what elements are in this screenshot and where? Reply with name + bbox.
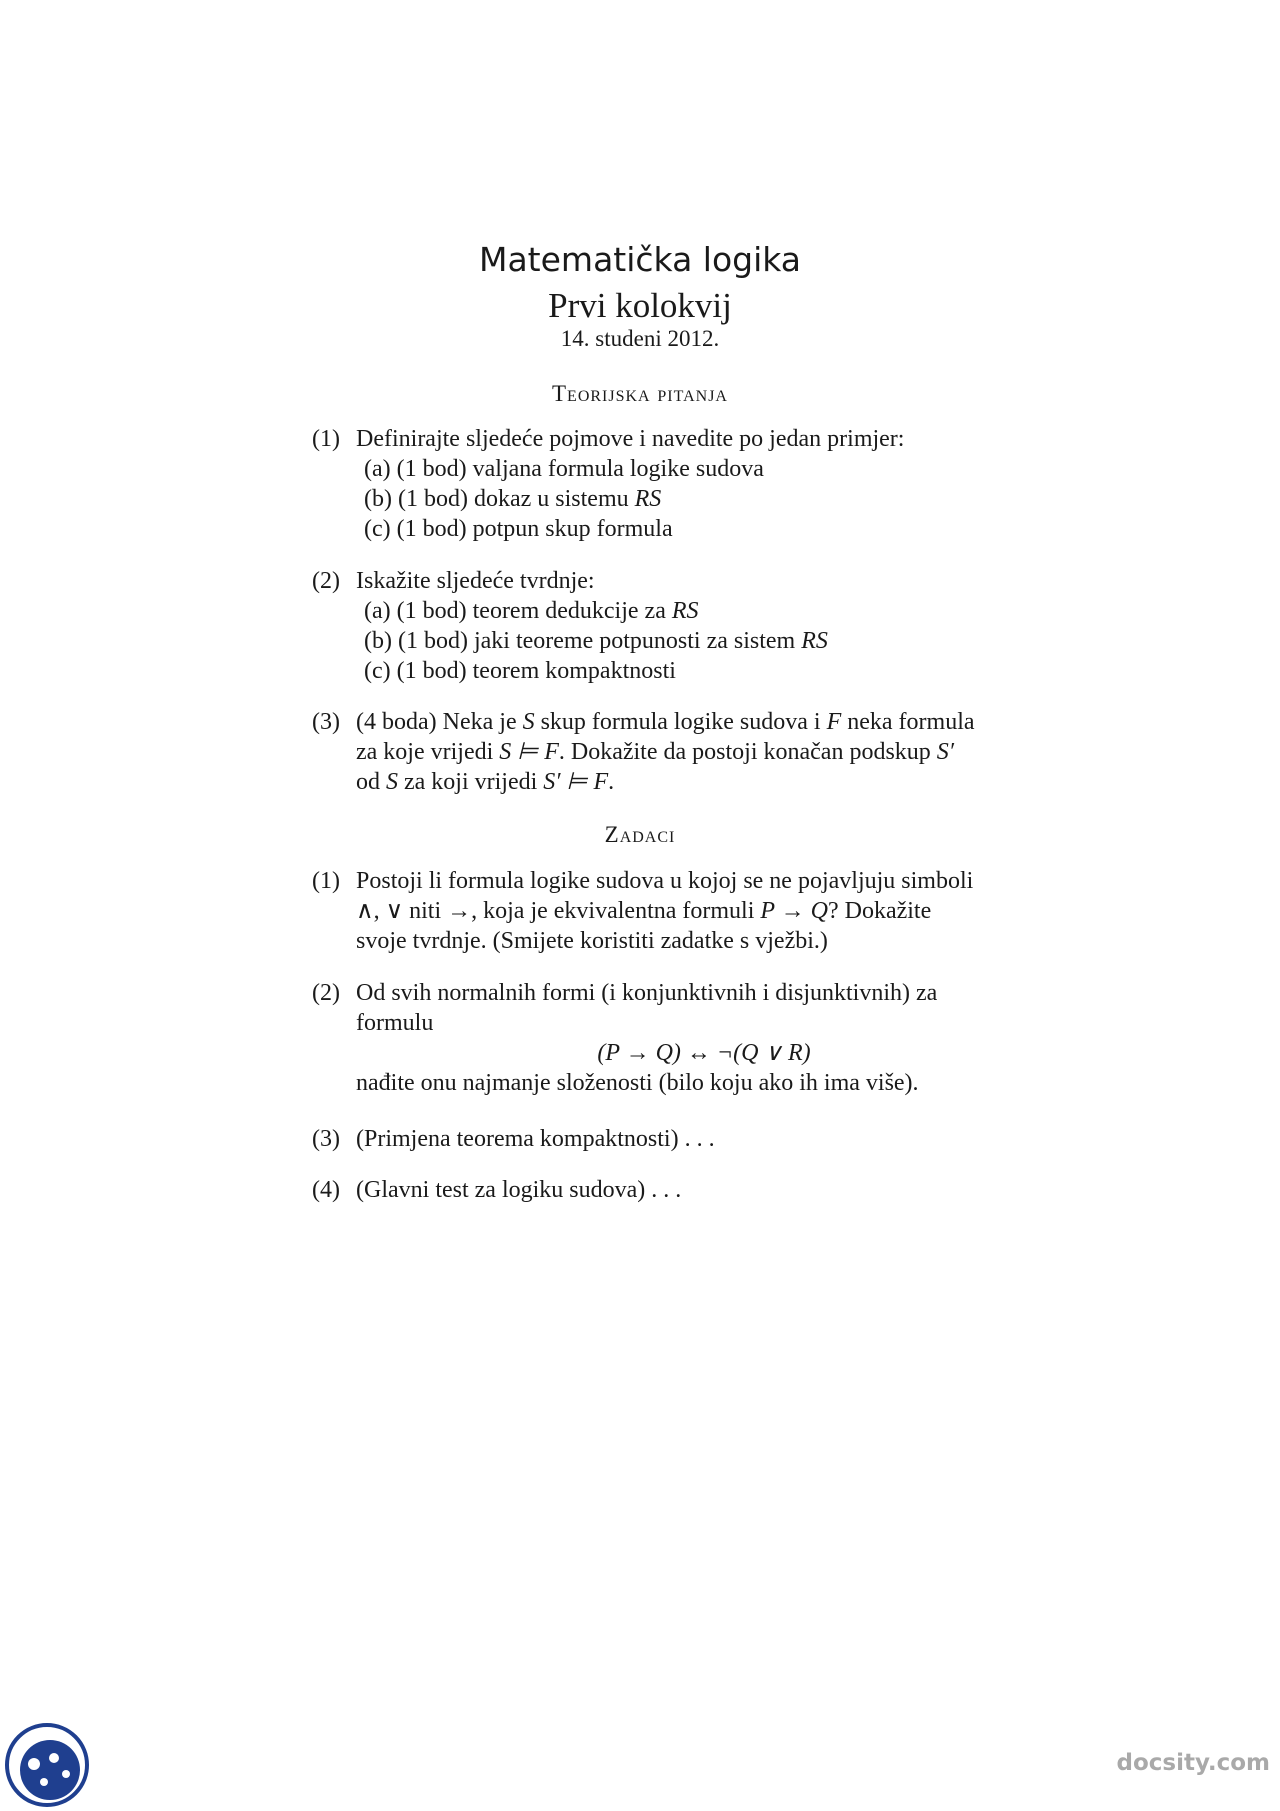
task-line-3: nađite onu najmanje složenosti (bilo koju ako ih ima više). xyxy=(356,1070,919,1096)
page-subtitle: Prvi kolokvij xyxy=(548,286,732,325)
task-4 xyxy=(312,1175,1052,1205)
page-title: Matematička logika xyxy=(478,240,802,279)
task-number: (1) xyxy=(312,868,340,894)
subquestion-b: (b) (1 bod) jaki teoreme potpunosti za sistem RS xyxy=(364,628,828,654)
question-line-3: od S za koji vrijedi S′ ⊨ F. xyxy=(356,769,615,795)
question-number: (2) xyxy=(312,568,340,594)
docsity-logo-icon[interactable] xyxy=(4,1722,90,1808)
subquestion-a: (a) (1 bod) valjana formula logike sudova xyxy=(364,456,764,482)
task-line-1: Od svih normalnih formi (i konjunktivnih i disjunktivnih) za xyxy=(356,980,938,1006)
task-number: (3) xyxy=(312,1126,340,1152)
subquestion-c: (c) (1 bod) teorem kompaktnosti xyxy=(364,658,676,684)
tasks-heading: Zadaci xyxy=(604,822,676,847)
task-line-2: formulu xyxy=(356,1010,434,1036)
task-line-2: ∧, ∨ niti →, koja je ekvivalentna formuli P → Q? Dokažite xyxy=(356,898,932,924)
task-line-1: Postoji li formula logike sudova u kojoj se ne pojavljuju simboli xyxy=(356,868,974,894)
theory-heading: Teorijska pitanja xyxy=(552,381,728,406)
subquestion-a: (a) (1 bod) teorem dedukcije za RS xyxy=(364,598,699,624)
subquestion-b: (b) (1 bod) dokaz u sistemu RS xyxy=(364,486,662,512)
task-2 xyxy=(312,978,1052,1098)
task-3 xyxy=(312,1124,1052,1154)
task-line-3: svoje tvrdnje. (Smijete koristiti zadatke s vježbi.) xyxy=(356,928,828,954)
task-1 xyxy=(312,866,1052,956)
question-text: Definirajte sljedeće pojmove i navedite po jedan primjer: xyxy=(356,426,905,452)
question-text: Iskažite sljedeće tvrdnje: xyxy=(356,568,595,594)
question-line-2: za koje vrijedi S ⊨ F. Dokažite da postoji konačan podskup S′ xyxy=(356,739,955,765)
question-number: (1) xyxy=(312,426,340,452)
theory-question-1 xyxy=(312,424,1052,544)
task-formula: (P → Q) ↔ ¬(Q ∨ R) xyxy=(597,1040,811,1066)
theory-question-2 xyxy=(312,566,1052,686)
subquestion-c: (c) (1 bod) potpun skup formula xyxy=(364,516,673,542)
task-text: (Glavni test za logiku sudova) . . . xyxy=(356,1177,682,1203)
task-text: (Primjena teorema kompaktnosti) . . . xyxy=(356,1126,715,1152)
task-number: (2) xyxy=(312,980,340,1006)
theory-question-3 xyxy=(312,707,1052,797)
exam-date: 14. studeni 2012. xyxy=(560,326,720,351)
docsity-watermark[interactable]: docsity.com xyxy=(1116,1750,1270,1776)
task-number: (4) xyxy=(312,1177,340,1203)
question-line-1: (4 boda) Neka je S skup formula logike sudova i F neka formula xyxy=(356,709,975,735)
question-number: (3) xyxy=(312,709,340,735)
